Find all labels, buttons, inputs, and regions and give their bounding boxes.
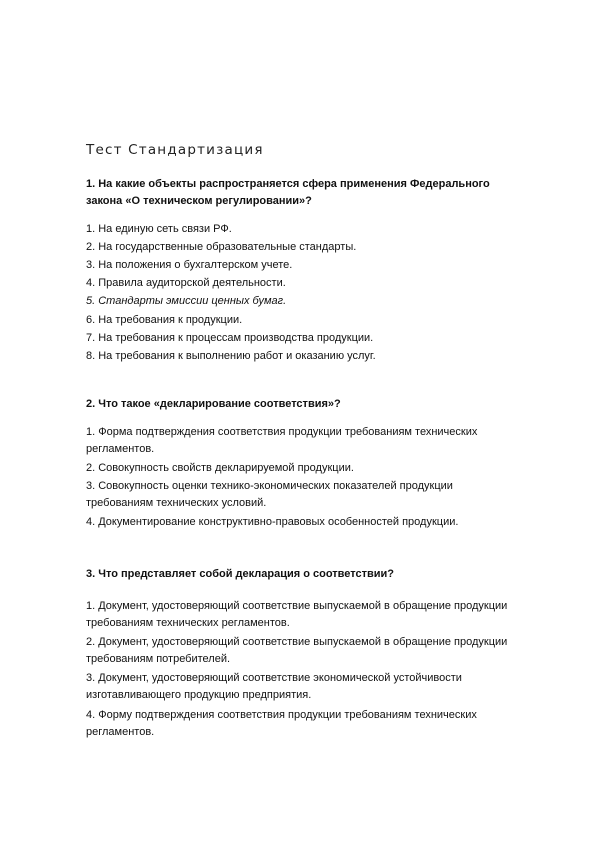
question-1-option-2: 2. На государственные образовательные стандарты. — [86, 241, 357, 253]
question-1-option-7: 7. На требования к процессам производства продукции. — [86, 332, 374, 344]
question-1-heading: 1. На какие объекты распространяется сфера применения Федерального закона «О техническом регулировании»? — [86, 178, 490, 207]
question-3-option-2: 2. Документ, удостоверяющий соответствие выпускаемой в обращение продукции требованиям потребителей. — [86, 636, 508, 665]
question-3-option-3: 3. Документ, удостоверяющий соответствие экономической устойчивости изготавливающего продукцию предприятия. — [86, 672, 462, 701]
page-title: Тест Стандартизация — [86, 142, 264, 158]
question-1-option-5: 5. Стандарты эмиссии ценных бумаг. — [86, 295, 287, 307]
question-1-option-4: 4. Правила аудиторской деятельности. — [86, 277, 286, 289]
question-2-option-4: 4. Документирование конструктивно-правовых особенностей продукции. — [86, 516, 459, 528]
question-2-heading: 2. Что такое «декларирование соответствия»? — [86, 398, 341, 410]
question-1-option-6: 6. На требования к продукции. — [86, 314, 243, 326]
question-3-option-1: 1. Документ, удостоверяющий соответствие выпускаемой в обращение продукции требованиям технических регламентов. — [86, 600, 508, 629]
question-2-option-1: 1. Форма подтверждения соответствия продукции требованиям технических регламентов. — [86, 426, 478, 455]
question-2-option-2: 2. Совокупность свойств декларируемой продукции. — [86, 462, 354, 474]
question-1-option-3: 3. На положения о бухгалтерском учете. — [86, 259, 293, 271]
question-1-option-8: 8. На требования к выполнению работ и оказанию услуг. — [86, 350, 376, 362]
question-3-heading: 3. Что представляет собой декларация о соответствии? — [86, 568, 394, 580]
question-3-option-4: 4. Форму подтверждения соответствия продукции требованиям технических регламентов. — [86, 709, 477, 738]
question-2-option-3: 3. Совокупность оценки технико-экономических показателей продукции требованиям технических условий. — [86, 480, 453, 509]
question-1-option-1: 1. На единую сеть связи РФ. — [86, 223, 232, 235]
